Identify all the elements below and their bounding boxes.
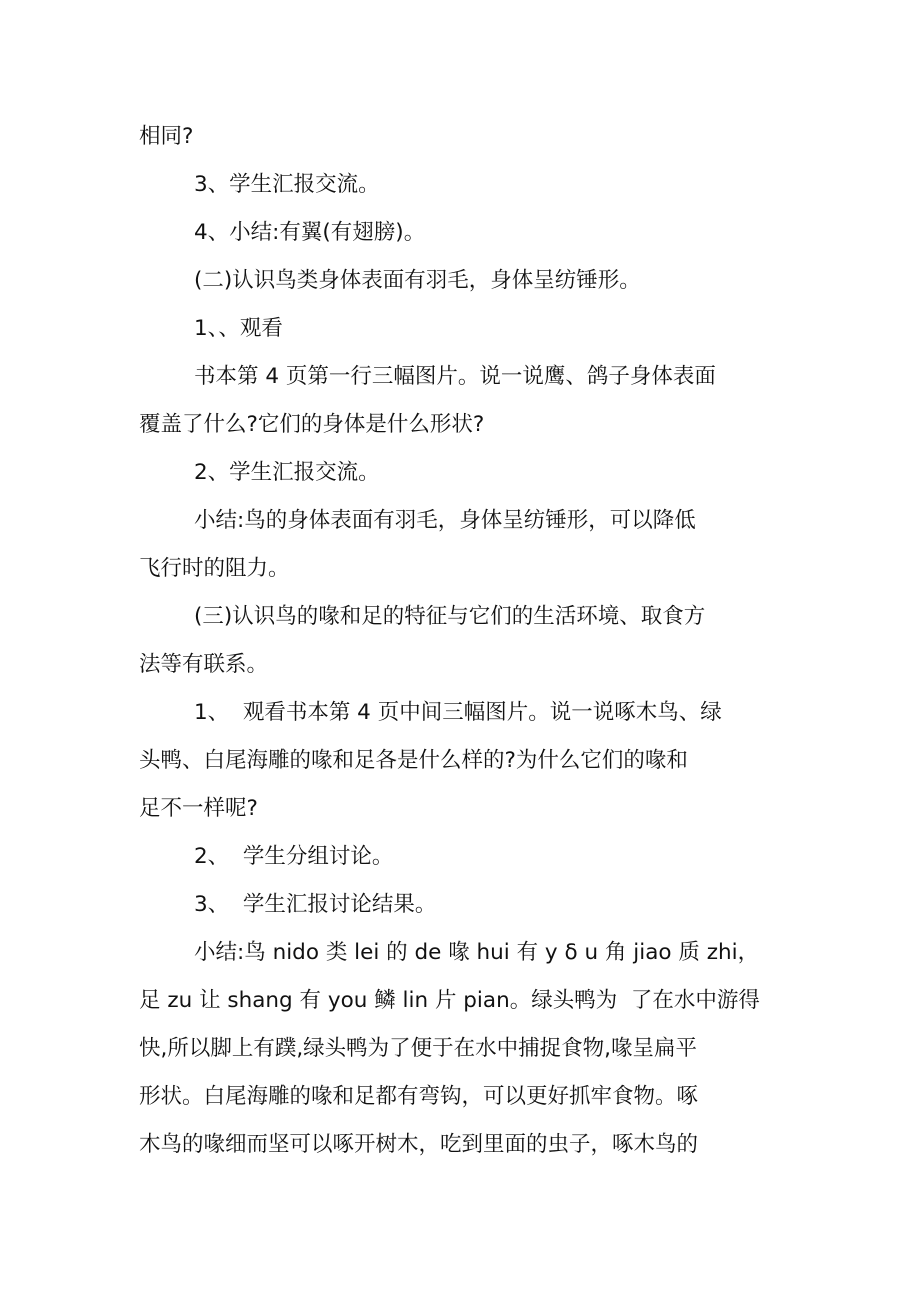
text-line: 4、小结:有翼(有翅膀)。 <box>194 220 426 245</box>
text-line: (二)认识鸟类身体表面有羽毛，身体呈纺锤形。 <box>194 268 641 293</box>
text-line: 书本第 4 页第一行三幅图片。说一说鹰、鸽子身体表面 <box>194 364 716 389</box>
text-line: (三)认识鸟的喙和足的特征与它们的生活环境、取食方 <box>194 604 706 629</box>
text-line: 头鸭、白尾海雕的喙和足各是什么样的?为什么它们的喙和 <box>139 748 688 773</box>
text-line: 覆盖了什么?它们的身体是什么形状? <box>139 412 485 437</box>
text-line: 木鸟的喙细而坚可以啄开树木，吃到里面的虫子，啄木鸟的 <box>139 1132 699 1157</box>
text-line: 足不一样呢? <box>139 796 258 821</box>
text-line: 1、 观看书本第 4 页中间三幅图片。说一说啄木鸟、绿 <box>194 700 722 725</box>
text-line: 小结:鸟的身体表面有羽毛，身体呈纺锤形，可以降低 <box>194 508 696 533</box>
text-line: 形状。白尾海雕的喙和足都有弯钩，可以更好抓牢食物。啄 <box>139 1084 699 1109</box>
text-line: 法等有联系。 <box>139 652 269 677</box>
text-line: 飞行时的阻力。 <box>139 556 290 581</box>
text-line: 1、、观看 <box>194 316 283 341</box>
text-line: 3、学生汇报交流。 <box>194 172 380 197</box>
text-line: 相同? <box>139 124 194 149</box>
text-line: 2、 学生分组讨论。 <box>194 844 394 869</box>
text-line: 快,所以脚上有蹼,绿头鸭为了便于在水中捕捉食物,喙呈扁平 <box>139 1036 698 1061</box>
text-line: 足 zu 让 shang 有 you 鳞 lin 片 pian。绿头鸭为 了在水中游得 <box>139 988 760 1013</box>
text-line: 2、学生汇报交流。 <box>194 460 380 485</box>
text-line: 小结:鸟 nido 类 lei 的 de 喙 hui 有 y δ u 角 jiao 质 zhi， <box>194 940 760 965</box>
text-line: 3、 学生汇报讨论结果。 <box>194 892 437 917</box>
